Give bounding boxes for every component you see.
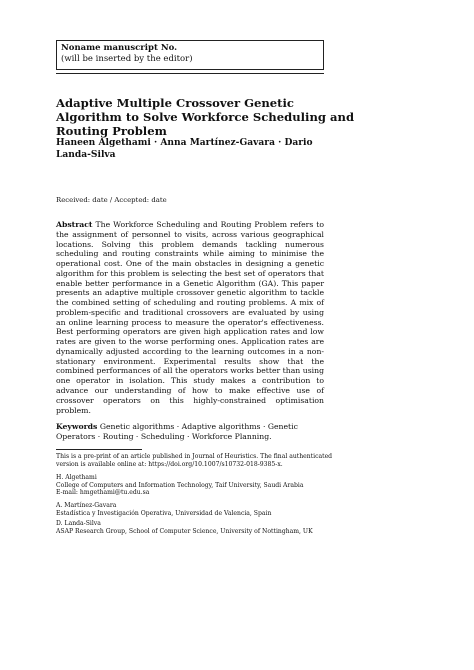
abstract bbox=[56, 220, 324, 415]
affiliation-landa-silva bbox=[56, 520, 324, 535]
affiliation-org: College of Computers and Information Technology, Taif University, Saudi Arabia bbox=[56, 481, 304, 489]
keywords bbox=[56, 422, 324, 441]
affiliation-email: E-mail: hmgethami@tu.edu.sa bbox=[56, 489, 150, 497]
affiliation-name: A. Martínez-Gavara bbox=[56, 502, 117, 509]
manuscript-number-label: Noname manuscript No. bbox=[61, 43, 178, 53]
affiliation-org: ASAP Research Group, School of Computer Science, University of Nottingham, UK bbox=[56, 527, 313, 535]
received-accepted-dates: Received: date / Accepted: date bbox=[56, 196, 167, 204]
affiliation-name: H. Algethami bbox=[56, 474, 97, 481]
author-list: Haneen Algethami · Anna Martínez-Gavara · Dario Landa-Silva bbox=[56, 137, 313, 160]
affiliation-org: Estadística y Investigación Operativa, Universidad de Valencia, Spain bbox=[56, 509, 272, 517]
manuscript-number-box bbox=[56, 40, 324, 70]
footnote-rule bbox=[56, 449, 142, 450]
preprint-note-line1: This is a pre-print of an article published in Journal of Heuristics. The final authenticated bbox=[56, 453, 333, 460]
abstract-heading: Abstract bbox=[56, 220, 93, 229]
manuscript-editor-note: (will be inserted by the editor) bbox=[61, 54, 193, 64]
preprint-note bbox=[56, 453, 333, 468]
keywords-heading: Keywords bbox=[56, 422, 98, 431]
paper-title: Adaptive Multiple Crossover Genetic Algorithm to Solve Workforce Scheduling and Routing Problem bbox=[56, 96, 355, 138]
preprint-note-line2: version is available online at: https://doi.org/10.1007/s10732-018-9385-x. bbox=[56, 460, 283, 468]
keywords-text: Genetic algorithms · Adaptive algorithms · Genetic Operators · Routing · Scheduling · Workforce Planning. bbox=[56, 422, 298, 441]
abstract-text: The Workforce Scheduling and Routing Problem refers to the assignment of personnel to visits, across various geographical locations. Solving this problem demands tackling numerous scheduling and routing constraints while aiming to minimise the operational cost. One of the main obstacles in designing a genetic algorithm for this problem is selecting the best set of operators that enable better performance in a Genetic Algorithm (GA). This paper presents an adaptive multiple crossover genetic algorithm to tackle the combined setting of scheduling and routing problems. A mix of problem-specific and traditional crossovers are evaluated by using an online learning process to measure the operator's effectiveness. Best performing operators are given high application rates and low rates are given to the worse performing ones. Application rates are dynamically adjusted according to the learning outcomes in a non-stationary environment. Experimental results show that the combined performances of all the operators works better than using one operator in isolation. This study makes a contribution to advance our understanding of how to make effective use of crossover operators on this highly-constrained optimisation problem. bbox=[56, 220, 324, 415]
header-rule bbox=[56, 73, 324, 74]
affiliation-algethami bbox=[56, 474, 324, 497]
affiliation-name: D. Landa-Silva bbox=[56, 520, 101, 527]
affiliation-martinez-gavara bbox=[56, 502, 324, 517]
